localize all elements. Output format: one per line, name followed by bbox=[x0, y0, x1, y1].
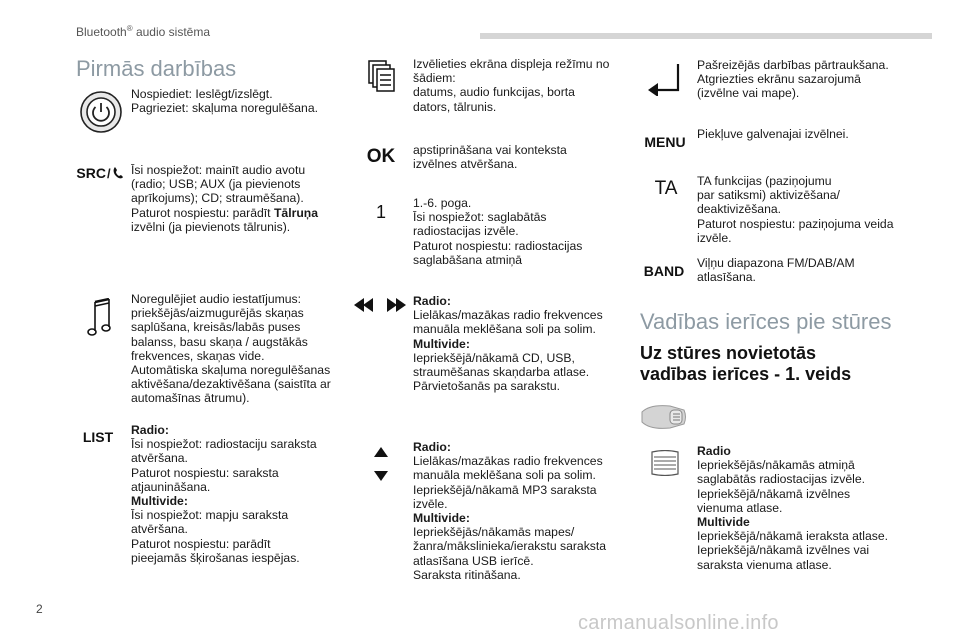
watermark: carmanualsonline.info bbox=[578, 612, 779, 634]
src-description: Īsi nospiežot: mainīt audio avotu (radio; USB; AUX (ja pievienots aprīkojums); CD; straumēšana). Paturot nospiestu: parādīt Tālruņa izvēlni (ja pievienots tālrunis). bbox=[131, 163, 318, 234]
ta-description: TA funkcijas (paziņojumu par satiksmi) aktivizēšana/ deaktivizēšana. Paturot nospiestu: paziņojuma veida izvēle. bbox=[697, 174, 894, 245]
music-note-icon bbox=[86, 297, 114, 339]
audio-settings-description: Noregulējiet audio iestatījumus: priekšējās/aizmugurējās skaņas saplūšana, kreisās/labās puses balanss, basu skaņa / augstākās frekvences, skaņas vide. Automātiska skaļuma noregulēšanas aktivēšana/dezaktivēšana (saistīta ar automašīnas ātrumu). bbox=[131, 292, 331, 406]
preset-one-icon: 1 bbox=[375, 201, 386, 222]
back-description: Pašreizējās darbības pārtraukšana. Atgriezties ekrānu sazarojumā (izvēlne vai mape). bbox=[697, 58, 889, 101]
list-description: Radio: Īsi nospiežot: radiostaciju saraksta atvēršana. Paturot nospiestu: saraksta atjaunināšana. Multivide: Īsi nospiežot: mapju saraksta atvēršana. Paturot nospiestu: parādīt pieejamās šķirošanas iespējas. bbox=[131, 423, 317, 565]
menu-button-icon: MENU bbox=[644, 134, 686, 150]
display-mode-description: Izvēlieties ekrāna displeja režīmu no šādiem: datums, audio funkcijas, borta dators, tālrunis. bbox=[413, 57, 610, 114]
power-description: Nospiediet: Ieslēgt/izslēgt. Pagrieziet: skaļuma noregulēšana. bbox=[131, 87, 318, 116]
seek-description: Radio: Lielākas/mazākas radio frekvences manuāla meklēšana soli pa solim. Multivide: Iepriekšējā/nākamā CD, USB, straumēšanas skaņdarba atlase. Pārvietošanās pa sarakstu. bbox=[413, 294, 603, 394]
menu-description: Piekļuve galvenajai izvēlnei. bbox=[697, 127, 849, 141]
header-divider bbox=[480, 33, 932, 39]
preset-description: 1.-6. poga. Īsi nospiežot: saglabātās radiostacijas izvēle. Paturot nospiestu: radiostacijas saglabāšana atmiņā bbox=[413, 196, 583, 267]
display-mode-icon bbox=[368, 60, 398, 94]
ok-button-icon: OK bbox=[366, 146, 396, 167]
section-title-first-steps: Pirmās darbības bbox=[76, 56, 237, 81]
src-phone-icon: SRC / bbox=[74, 160, 126, 186]
up-down-arrows-icon bbox=[372, 447, 390, 481]
seek-arrows-icon bbox=[354, 296, 406, 314]
thumb-wheel-icon bbox=[648, 450, 682, 476]
back-arrow-icon bbox=[646, 62, 682, 96]
steering-control-stalk-icon bbox=[640, 402, 688, 432]
page-number: 2 bbox=[36, 602, 43, 616]
band-button-icon: BAND bbox=[643, 263, 685, 279]
running-header: Bluetooth® audio sistēma bbox=[76, 24, 210, 39]
subheading-steering-type1: Uz stūres novietotās vadības ierīces - 1. veids bbox=[640, 343, 852, 384]
power-knob-icon bbox=[78, 89, 124, 135]
ta-button-icon: TA bbox=[654, 178, 678, 199]
thumb-wheel-description: Radio Iepriekšējās/nākamās atmiņā saglabātās radiostacijas izvēle. Iepriekšējā/nākamā izvēlnes vienuma atlase. Multivide Iepriekšējā/nākamā ieraksta atlase. Iepriekšējā/nākamā izvēlnes vai saraksta vienuma atlase. bbox=[697, 444, 889, 572]
up-down-description: Radio: Lielākas/mazākas radio frekvences manuāla meklēšana soli pa solim. Iepriekšējā/nākamā MP3 saraksta izvēle. Multivide: Iepriekšējās/nākamās mapes/ žanra/mākslinieka/ierakstu saraksta atlasīšana USB ierīcē. Saraksta ritināšana. bbox=[413, 440, 607, 582]
band-description: Viļņu diapazona FM/DAB/AM atlasīšana. bbox=[697, 256, 855, 285]
ok-description: apstiprināšana vai konteksta izvēlnes atvēršana. bbox=[413, 143, 567, 172]
section-title-steering-controls: Vadības ierīces pie stūres bbox=[640, 309, 892, 334]
list-button-icon: LIST bbox=[82, 429, 114, 445]
